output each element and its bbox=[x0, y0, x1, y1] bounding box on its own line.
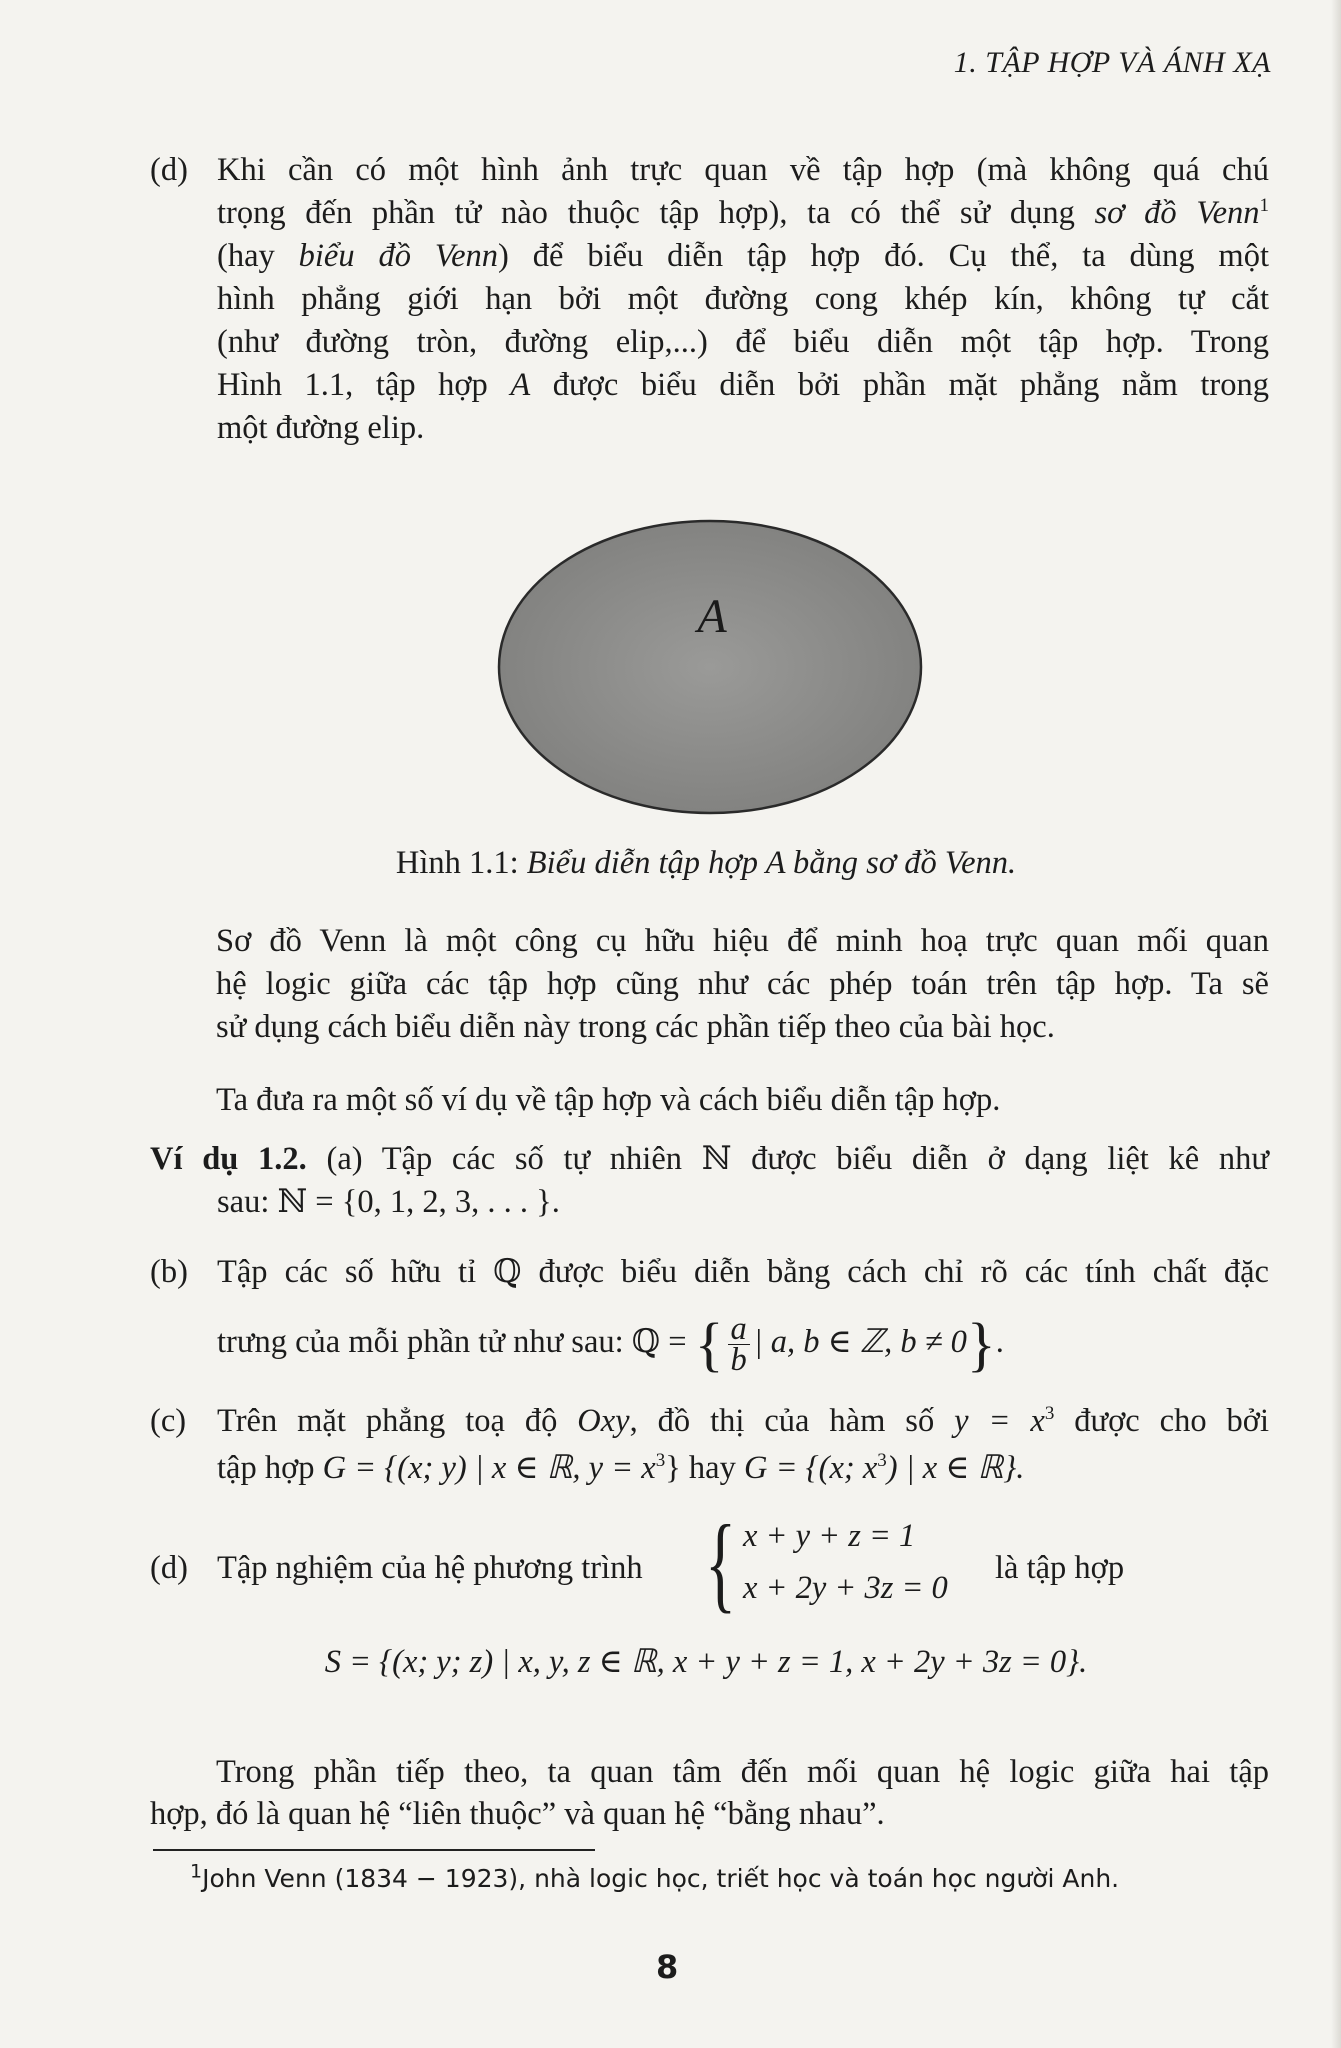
text-line: Ta đưa ra một số ví dụ về tập hợp và cách biểu diễn tập hợp. bbox=[216, 1082, 1001, 1118]
text: hay bbox=[680, 1450, 744, 1486]
text: trưng của mỗi phần tử như sau: ℚ = bbox=[217, 1324, 695, 1360]
text-line: sử dụng cách biểu diễn này trong các phần tiếp theo của bài học. bbox=[216, 1009, 1055, 1045]
footnote-text: John Venn (1834 − 1923), nhà logic học, triết học và toán học người Anh. bbox=[202, 1864, 1120, 1893]
text-line bbox=[217, 193, 1269, 233]
set-a-label: A bbox=[697, 590, 727, 643]
math: ) | x ∈ ℝ}. bbox=[886, 1450, 1025, 1486]
running-header: 1. TẬP HỢP VÀ ÁNH XẠ bbox=[953, 46, 1271, 79]
footnote-mark: 1 bbox=[190, 1860, 203, 1883]
text-line: (như đường tròn, đường elip,...) để biểu diễn một tập hợp. Trong bbox=[217, 324, 1269, 360]
text-line: Tập nghiệm của hệ phương trình bbox=[217, 1550, 643, 1586]
set-a-ellipse bbox=[499, 521, 921, 813]
denominator: b bbox=[730, 1342, 747, 1379]
text: Tập các số tự nhiên ℕ được biểu diễn ở dạng liệt kê như bbox=[381, 1141, 1270, 1177]
footnote-divider bbox=[153, 1849, 595, 1851]
term-venn-diagram: sơ đồ Venn bbox=[1094, 195, 1260, 231]
text: được biểu diễn bởi phần mặt phẳng nằm trong bbox=[530, 367, 1269, 403]
item-label: (c) bbox=[150, 1403, 187, 1439]
text-line: hợp, đó là quan hệ “liên thuộc” và quan hệ “bằng nhau”. bbox=[150, 1796, 885, 1832]
item-label: (b) bbox=[150, 1254, 188, 1290]
numerator: a bbox=[728, 1314, 750, 1345]
text: ) để biểu diễn tập hợp đó. Cụ thể, ta dùng một bbox=[498, 238, 1269, 274]
text-line bbox=[217, 1448, 1024, 1488]
text-line: Tập các số hữu tỉ ℚ được biểu diễn bằng cách chỉ rõ các tính chất đặc bbox=[217, 1254, 1269, 1290]
item-label: (d) bbox=[150, 1550, 188, 1586]
equation-2: x + 2y + 3z = 0 bbox=[743, 1570, 948, 1606]
caption-label: Hình 1.1: bbox=[395, 845, 527, 881]
footnote-ref: 1 bbox=[1259, 195, 1269, 217]
footnote bbox=[190, 1860, 1120, 1893]
text-line bbox=[150, 1139, 1269, 1179]
brace-open: { bbox=[694, 1311, 724, 1378]
text-line: Sơ đồ Venn là một công cụ hữu hiệu để minh hoạ trực quan mối quan bbox=[216, 923, 1269, 959]
math: G = {(x; x bbox=[743, 1450, 878, 1486]
text-line: Khi cần có một hình ảnh trực quan về tập hợp (mà không quá chú bbox=[217, 152, 1269, 188]
brace-close: } bbox=[966, 1311, 996, 1378]
text-line: Trong phần tiếp theo, ta quan tâm đến mối quan hệ logic giữa hai tập bbox=[216, 1754, 1269, 1790]
math: } bbox=[665, 1450, 681, 1486]
term: biểu đồ Venn bbox=[298, 238, 499, 274]
text: Trên mặt phẳng toạ độ bbox=[217, 1403, 578, 1439]
text: được cho bởi bbox=[1054, 1403, 1270, 1439]
math-var: A bbox=[510, 367, 531, 403]
equation-1: x + y + z = 1 bbox=[743, 1518, 916, 1554]
condition: | a, b ∈ ℤ, b ≠ 0 bbox=[753, 1324, 967, 1360]
item-label: (a) bbox=[326, 1141, 363, 1177]
text-line bbox=[217, 365, 1269, 405]
text: trọng đến phần tử nào thuộc tập hợp), ta có thể sử dụng bbox=[217, 195, 1095, 231]
system-brace: { bbox=[705, 1504, 737, 1623]
text-line bbox=[217, 1401, 1269, 1441]
text: Hình 1.1, tập hợp bbox=[217, 367, 511, 403]
math: Oxy bbox=[577, 1403, 630, 1439]
text-line: hình phẳng giới hạn bởi một đường cong khép kín, không tự cắt bbox=[217, 281, 1269, 317]
math: y = x bbox=[954, 1403, 1045, 1439]
page-edge-shadow bbox=[1331, 0, 1341, 2048]
caption-text: Biểu diễn tập hợp A bằng sơ đồ Venn. bbox=[526, 845, 1017, 881]
math: G = {(x; y) | x ∈ ℝ, y = x bbox=[322, 1450, 656, 1486]
page-number: 8 bbox=[656, 1948, 679, 1986]
text-line: là tập hợp bbox=[995, 1550, 1125, 1586]
text-line: sau: ℕ = {0, 1, 2, 3, . . . }. bbox=[217, 1184, 560, 1220]
example-title: Ví dụ 1.2. bbox=[150, 1141, 307, 1177]
text-line: hệ logic giữa các tập hợp cũng như các phép toán trên tập hợp. Ta sẽ bbox=[216, 966, 1269, 1002]
text-line: trưng của mỗi phần tử như sau: ℚ = { $\frac{a}{b}$ | a, b ∈ ℤ, b ≠ 0}. bbox=[217, 1311, 1004, 1379]
text: tập hợp bbox=[217, 1450, 323, 1486]
text: (hay bbox=[217, 238, 299, 274]
figure-caption bbox=[0, 843, 1341, 883]
text-line: một đường elip. bbox=[217, 410, 425, 446]
exponent: 3 bbox=[1044, 1403, 1055, 1425]
solution-set: S = {(x; y; z) | x, y, z ∈ ℝ, x + y + z = 1, x + 2y + 3z = 0}. bbox=[324, 1644, 1088, 1680]
item-label: (d) bbox=[150, 152, 188, 188]
fraction bbox=[728, 1311, 750, 1379]
text: , đồ thị của hàm số bbox=[629, 1403, 955, 1439]
exponent: 3 bbox=[877, 1450, 887, 1472]
venn-diagram bbox=[480, 512, 940, 822]
text-line bbox=[217, 236, 1269, 276]
exponent: 3 bbox=[655, 1450, 666, 1472]
